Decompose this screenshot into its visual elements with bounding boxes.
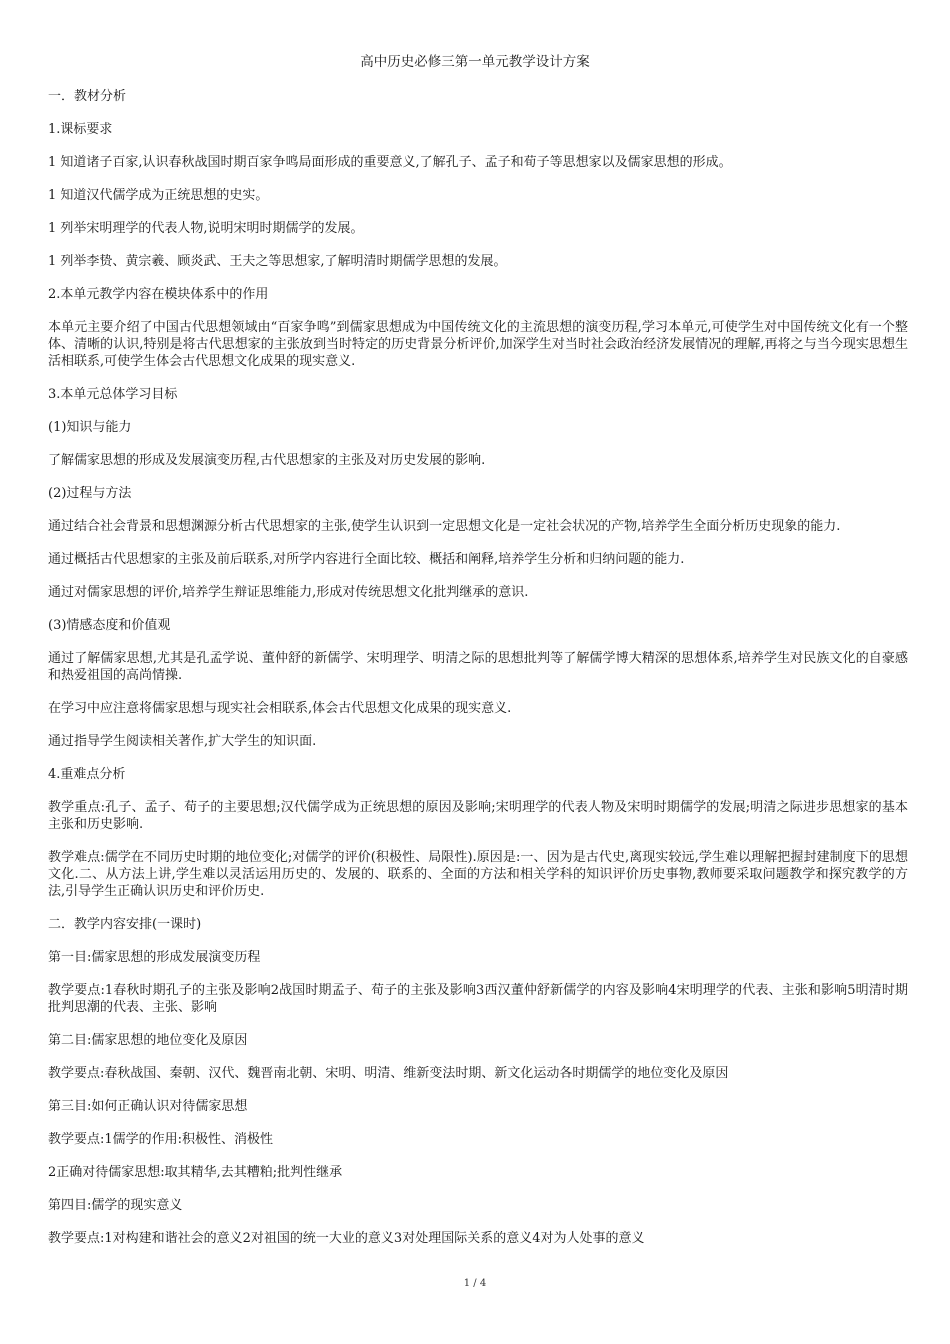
paragraph: 教学难点:儒学在不同历史时期的地位变化;对儒学的评价(积极性、局限性).原因是:一、因为是古代史,离现实较远,学生难以理解把握封建制度下的思想文化.二、从方法上讲,学生难以灵活运用历史的、发展的、联系的、全面的方法和相关学科的知识评价历史事物,教师要采取问题教学和探究教学的方法,引导学生正确认识历史和评价历史. [48, 850, 908, 899]
subsection-heading: 3.本单元总体学习目标 [48, 387, 178, 402]
document-title: 高中历史必修三第一单元教学设计方案 [360, 54, 590, 70]
paragraph: 在学习中应注意将儒家思想与现实社会相联系,体会古代思想文化成果的现实意义. [48, 701, 512, 716]
paragraph: 了解儒家思想的形成及发展演变历程,古代思想家的主张及对历史发展的影响. [48, 453, 486, 468]
paragraph: 1 知道汉代儒学成为正统思想的史实。 [48, 188, 269, 203]
page-number: 1 / 4 [463, 1278, 487, 1289]
subsection-heading: (1)知识与能力 [48, 420, 132, 435]
paragraph: 通过了解儒家思想,尤其是孔孟学说、董仲舒的新儒学、宋明理学、明清之际的思想批判等了解儒学博大精深的思想体系,培养学生对民族文化的自豪感和热爱祖国的高尚情操. [48, 651, 908, 683]
subsection-heading: 第二目:儒家思想的地位变化及原因 [48, 1033, 248, 1048]
document-body [48, 88, 908, 1263]
paragraph: 1 知道诸子百家,认识春秋战国时期百家争鸣局面形成的重要意义,了解孔子、孟子和荀子等思想家以及儒家思想的形成。 [48, 155, 732, 170]
subsection-heading: (2)过程与方法 [48, 486, 132, 501]
paragraph: 通过概括古代思想家的主张及前后联系,对所学内容进行全面比较、概括和阐释,培养学生分析和归纳问题的能力. [48, 552, 685, 567]
subsection-heading: 4.重难点分析 [48, 767, 126, 782]
subsection-heading: 第三目:如何正确认识对待儒家思想 [48, 1099, 248, 1114]
subsection-heading: (3)情感态度和价值观 [48, 618, 171, 633]
section-heading: 一．教材分析 [48, 89, 127, 104]
paragraph: 教学要点:春秋战国、秦朝、汉代、魏晋南北朝、宋明、明清、维新变法时期、新文化运动各时期儒学的地位变化及原因 [48, 1066, 729, 1081]
subsection-heading: 第四目:儒学的现实意义 [48, 1198, 183, 1213]
paragraph: 教学要点:1春秋时期孔子的主张及影响2战国时期孟子、荀子的主张及影响3西汉董仲舒新儒学的内容及影响4宋明理学的代表、主张和影响5明清时期批判思潮的代表、主张、影响 [48, 983, 908, 1015]
paragraph: 2正确对待儒家思想:取其精华,去其糟粕;批判性继承 [48, 1165, 343, 1180]
paragraph: 教学要点:1对构建和谐社会的意义2对祖国的统一大业的意义3对处理国际关系的意义4对为人处事的意义 [48, 1231, 645, 1246]
paragraph: 教学要点:1儒学的作用:积极性、消极性 [48, 1132, 274, 1147]
subsection-heading: 2.本单元教学内容在模块体系中的作用 [48, 287, 269, 302]
subsection-heading: 第一目:儒家思想的形成发展演变历程 [48, 950, 261, 965]
paragraph: 教学重点:孔子、孟子、荀子的主要思想;汉代儒学成为正统思想的原因及影响;宋明理学的代表人物及宋明时期儒学的发展;明清之际进步思想家的基本主张和历史影响. [48, 800, 908, 832]
paragraph: 本单元主要介绍了中国古代思想领域由“百家争鸣”到儒家思想成为中国传统文化的主流思想的演变历程,学习本单元,可使学生对中国传统文化有一个整体、清晰的认识,特别是将古代思想家的主张放到当时特定的历史背景分析评价,加深学生对当时社会政治经济发展情况的理解,再将之与当今现实思想生活相联系,可使学生体会古代思想文化成果的现实意义. [48, 320, 908, 369]
paragraph: 1 列举宋明理学的代表人物,说明宋明时期儒学的发展。 [48, 221, 364, 236]
paragraph: 1 列举李贽、黄宗羲、顾炎武、王夫之等思想家,了解明清时期儒学思想的发展。 [48, 254, 507, 269]
section-heading: 二．教学内容安排(一课时) [48, 917, 202, 932]
paragraph: 通过结合社会背景和思想渊源分析古代思想家的主张,使学生认识到一定思想文化是一定社会状况的产物,培养学生全面分析历史现象的能力. [48, 519, 841, 534]
subsection-heading: 1.课标要求 [48, 122, 113, 137]
paragraph: 通过对儒家思想的评价,培养学生辩证思维能力,形成对传统思想文化批判继承的意识. [48, 585, 529, 600]
paragraph: 通过指导学生阅读相关著作,扩大学生的知识面. [48, 734, 317, 749]
